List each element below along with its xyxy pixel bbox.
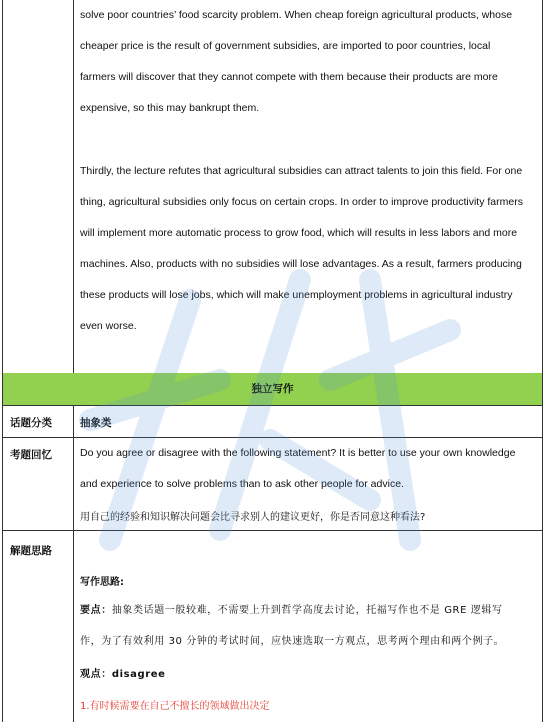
approach-label: 解题思路 xyxy=(10,545,52,557)
text-line: Thirdly, the lecture refutes that agricultural subsidies can attract talents to join this field. For one xyxy=(80,165,523,177)
essay-paragraph-2 xyxy=(80,0,536,124)
question-row xyxy=(3,438,542,530)
viewpoint-label: 观点： xyxy=(80,669,112,680)
key-points-line-2: 作，为了有效利用 30 分钟的考试时间，应快速选取一方观点，思考两个理由和两个例子。 xyxy=(80,636,505,647)
text-line: expensive, so this may bankrupt them. xyxy=(80,102,260,114)
content-table xyxy=(2,0,543,722)
text-line: these products will lose jobs, which will make unemployment problems in agricultural industry xyxy=(80,289,513,301)
approach-row xyxy=(3,531,542,722)
approach-heading: 写作思路: xyxy=(80,577,124,588)
essay-row xyxy=(3,0,542,373)
text-line: thing, agricultural subsidies only focus on certain crops. In order to improve productivity farmers xyxy=(80,196,523,208)
essay-paragraph-3 xyxy=(80,156,536,342)
section-header-independent-writing: 独立写作 xyxy=(3,373,542,405)
point-1: 1.有时候需要在自己不擅长的领域做出决定 xyxy=(80,701,270,712)
text-line: even worse. xyxy=(80,320,137,332)
viewpoint-value: disagree xyxy=(111,669,166,680)
key-points-label: 要点： xyxy=(80,605,112,616)
category-row xyxy=(3,406,542,437)
text-line: farmers will discover that they cannot compete with them because their products are more xyxy=(80,71,498,83)
key-points xyxy=(80,595,536,657)
text-line: and experience to solve problems than to ask other people for advice. xyxy=(80,478,404,490)
essay-content-cell xyxy=(75,0,542,373)
text-line: cheaper price is the result of government subsidies, are imported to poor countries, local xyxy=(80,40,491,52)
category-label: 话题分类 xyxy=(10,417,52,429)
viewpoint xyxy=(80,665,166,680)
question-text xyxy=(80,438,536,500)
text-line: solve poor countries’ food scarcity problem. When cheap foreign agricultural products, whose xyxy=(80,9,513,21)
question-translation: 用自己的经验和知识解决问题会比寻求别人的建议更好，你是否同意这种看法? xyxy=(80,512,426,523)
essay-label-cell xyxy=(3,0,74,373)
text-line: will implement more automatic process to grow food, which will results in less labors and more xyxy=(80,227,518,239)
key-points-line-1: 抽象类话题一般较难，不需要上升到哲学高度去讨论，托福写作也不是 GRE 逻辑写 xyxy=(111,605,503,616)
text-line: machines. Also, products with no subsidies will lose advantages. As a result, farmers producing xyxy=(80,258,522,270)
text-line: Do you agree or disagree with the following statement? It is better to use your own knowledge xyxy=(80,447,516,459)
category-value: 抽象类 xyxy=(80,417,112,429)
question-label: 考题回忆 xyxy=(10,449,52,461)
